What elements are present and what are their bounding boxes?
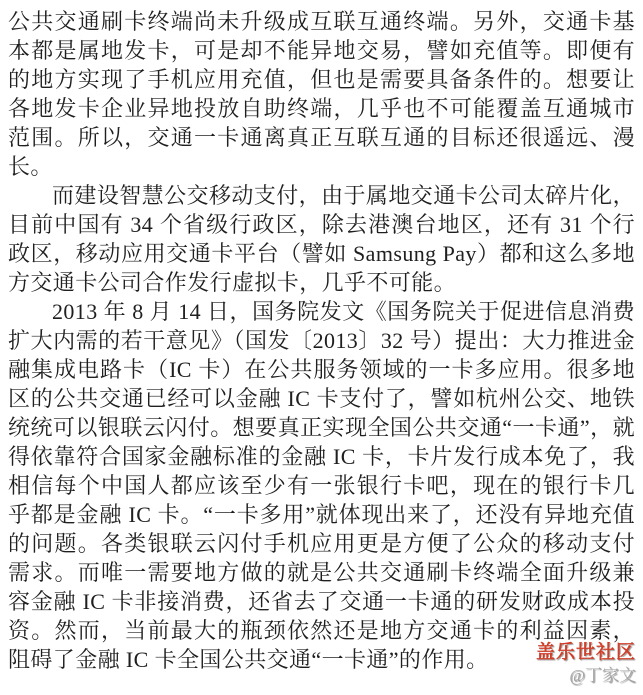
paragraph-1: 公共交通刷卡终端尚未升级成互联互通终端。另外，交通卡基本都是属地发卡，可是却不能异地交易，譬如充值等。即便有的地方实现了手机应用充值，但也是需要具备条件的。想要让各地发卡企业异地投放自助终端，几乎也不可能覆盖互通城市范围。所以，交通一卡通离真正互联互通的目标还很遥远、漫长。 (8, 9, 635, 179)
community-watermark: 盖乐世社区 (535, 641, 636, 663)
watermark (536, 642, 636, 686)
author-watermark: @丁家文 (569, 666, 636, 686)
paragraph-3: 2013 年 8 月 14 日，国务院发文《国务院关于促进信息消费扩大内需的若干意见》（国发〔2013〕32 号）提出：大力推进金融集成电路卡（IC 卡）在公共服务领域的一卡多应用。很多地区的公共交通已经可以金融 IC 卡支付了，譬如杭州公交、地铁统统可以银联云闪付。想要真正实现全国公共交通“一卡通”，就得依靠符合国家金融标准的金融 IC 卡，卡片发行成本免了，我相信每个中国人都应该至少有一张银行卡吧，现在的银行卡几乎都是金融 IC 卡。“一卡多用”就体现出来了，还没有异地充值的问题。各类银联云闪付手机应用更是方便了公众的移动支付需求。而唯一需要地方做的就是公共交通刷卡终端全面升级兼容金融 IC 卡非接消费，还省去了交通一卡通的研发财政成本投资。然而，当前最大的瓶颈依然还是地方交通卡的利益因素，阻碍了金融 IC 卡全国公共交通“一卡通”的作用。 (8, 299, 635, 672)
paragraph-2: 而建设智慧公交移动支付，由于属地交通卡公司太碎片化，目前中国有 34 个省级行政区，除去港澳台地区，还有 31 个行政区，移动应用交通卡平台（譬如 Samsung Pay）都和这么多地方交通卡公司合作发行虚拟卡，几乎不可能。 (8, 183, 635, 295)
